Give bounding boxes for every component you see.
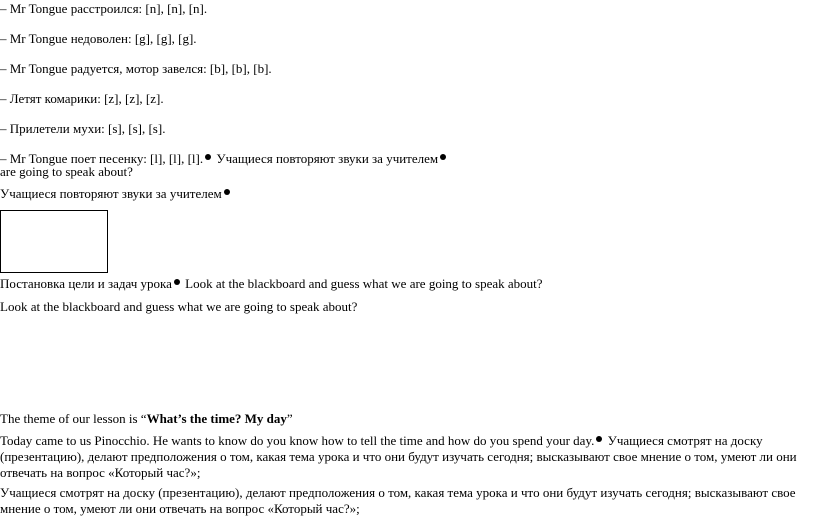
students-repeat-line xyxy=(0,186,232,202)
students-look-text: Учащиеся смотрят на доску (презентацию), делают предположения о том, какая тема урока и что они будут изучать сегодня; высказывают свое мнение о том, умеют ли они отвечать на вопрос «Который час?»; xyxy=(0,485,796,516)
sound-line-s-text: – Прилетели мухи: [s], [s], [s]. xyxy=(0,121,166,136)
look-blackboard-inline-text: Look at the blackboard and guess what we are going to speak about? xyxy=(181,276,543,291)
students-look-paragraph xyxy=(0,485,812,517)
sound-line-l-text: – Mr Tongue поет песенку: [l], [l], [l]. xyxy=(0,151,204,166)
goal-setting-text: Постановка цели и задач урока xyxy=(0,276,172,291)
bullet-icon xyxy=(205,154,211,160)
lesson-theme-line xyxy=(0,411,293,427)
bullet-icon xyxy=(224,189,230,195)
overlap-fragment-text: are going to speak about? xyxy=(0,164,133,179)
sound-line-b xyxy=(0,61,272,77)
lesson-theme-title: What’s the time? My day xyxy=(146,411,287,426)
students-repeat-text: Учащиеся повторяют звуки за учителем xyxy=(213,151,439,166)
sound-line-n xyxy=(0,1,207,17)
pinocchio-paragraph xyxy=(0,433,812,481)
bullet-icon xyxy=(440,154,446,160)
bullet-icon xyxy=(174,279,180,285)
students-look-inline-text: Учащиеся смотрят на доску (презентацию), делают предположения о том, какая тема урока и что они будут изучать сегодня; высказывают свое мнение о том, умеют ли они отвечать на вопрос «Который час?»; xyxy=(0,433,797,480)
lesson-theme-prefix: The theme of our lesson is “ xyxy=(0,411,147,426)
lesson-theme-suffix: ” xyxy=(286,411,293,426)
sound-line-b-text: – Mr Tongue радуется, мотор завелся: [b], [b], [b]. xyxy=(0,61,272,76)
students-repeat-line-text: Учащиеся повторяют звуки за учителем xyxy=(0,186,222,201)
look-blackboard-text: Look at the blackboard and guess what we are going to speak about? xyxy=(0,299,358,314)
empty-frame xyxy=(0,210,108,273)
sound-line-g xyxy=(0,31,197,47)
sound-line-n-text: – Mr Tongue расстроился: [n], [n], [n]. xyxy=(0,1,208,16)
sound-line-g-text: – Mr Tongue недоволен: [g], [g], [g]. xyxy=(0,31,197,46)
pinocchio-text: Today came to us Pinocchio. He wants to know do you know how to tell the time and how do you spend your day. xyxy=(0,433,595,448)
sound-line-z-text: – Летят комарики: [z], [z], [z]. xyxy=(0,91,164,106)
bullet-icon xyxy=(596,436,602,442)
sound-line-z xyxy=(0,91,164,107)
sound-line-s xyxy=(0,121,165,137)
overlap-fragment-line xyxy=(0,164,133,180)
goal-setting-line xyxy=(0,276,543,292)
look-blackboard-line xyxy=(0,299,357,315)
